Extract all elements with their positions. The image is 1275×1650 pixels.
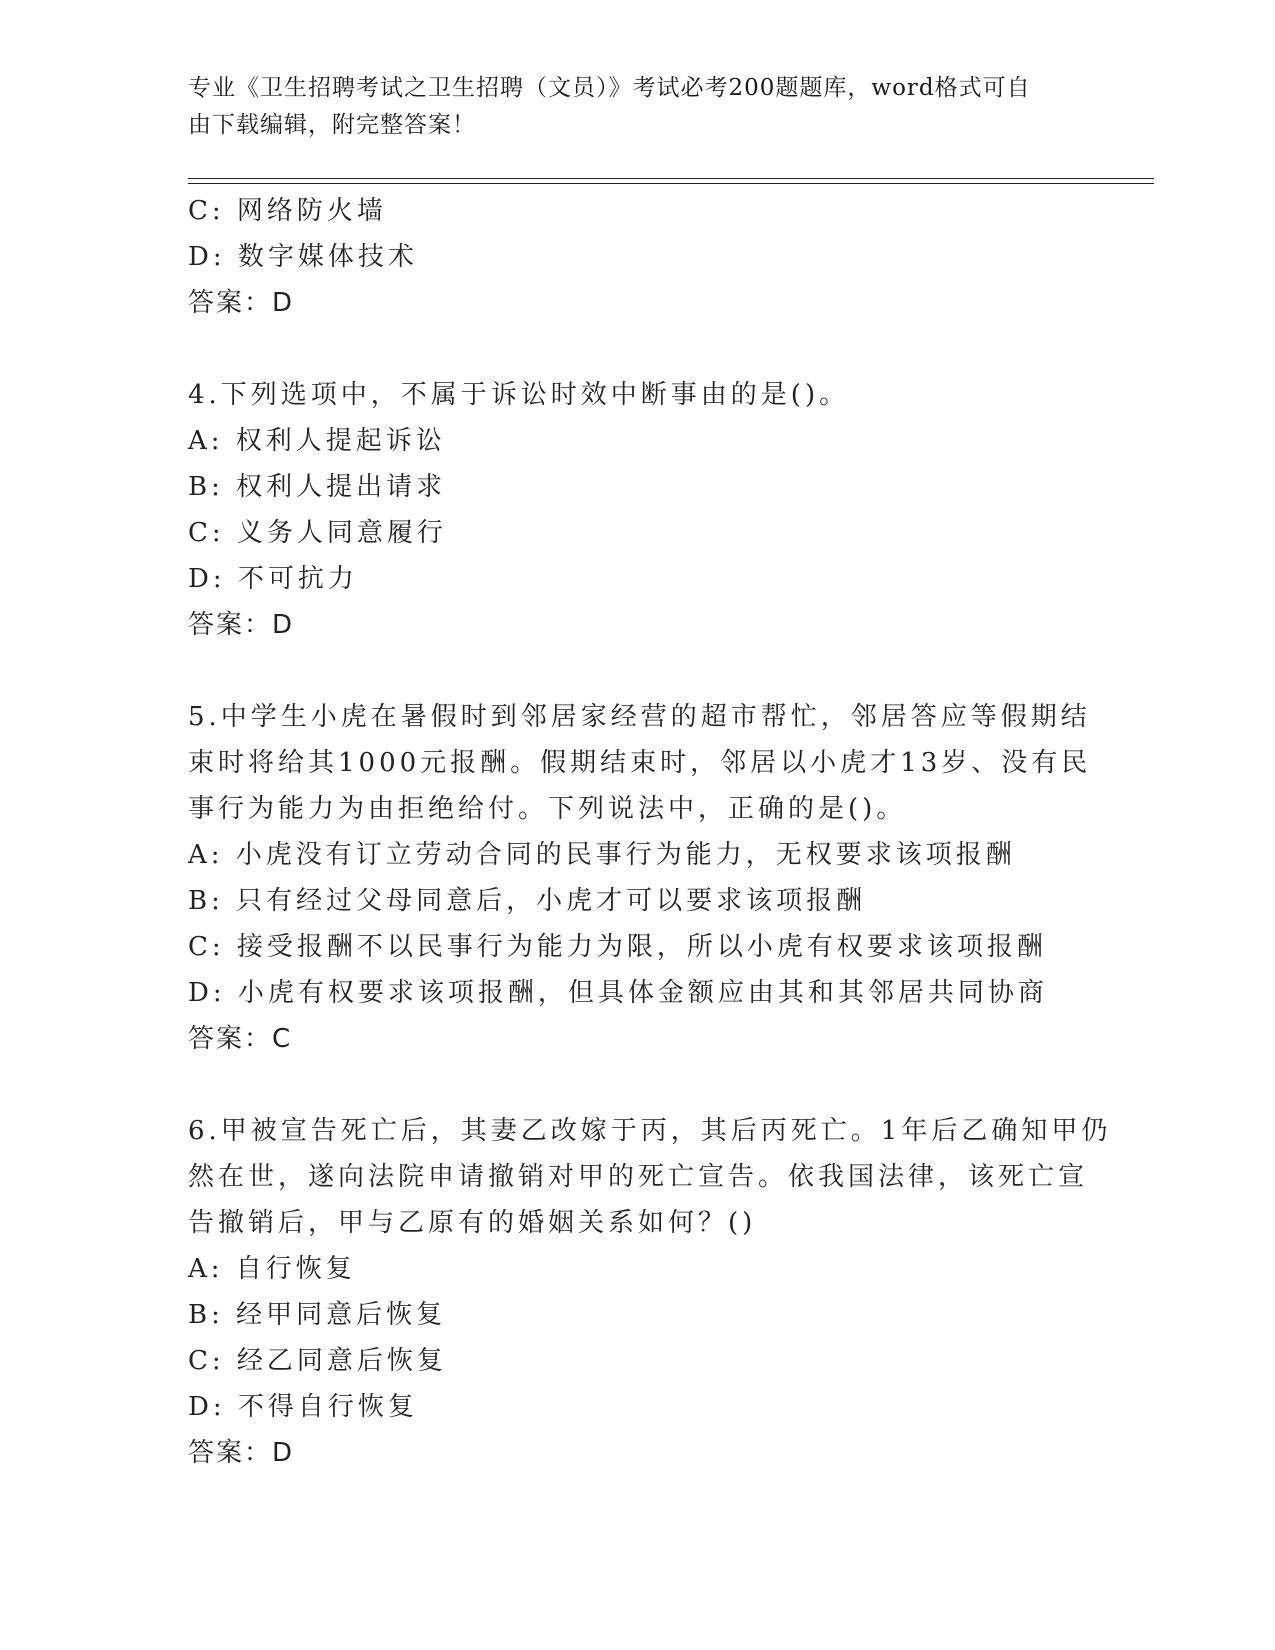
option-c: C: 经乙同意后恢复 bbox=[188, 1346, 447, 1376]
spacer bbox=[188, 648, 1088, 694]
option-d: D: 不可抗力 bbox=[188, 564, 358, 594]
option-d: D: 不得自行恢复 bbox=[188, 1392, 418, 1422]
option-d: D: 小虎有权要求该项报酬，但具体金额应由其和其邻居共同协商 bbox=[188, 978, 1048, 1008]
question-text-line-3: 事行为能力为由拒绝给付。下列说法中，正确的是()。 bbox=[188, 794, 907, 824]
option-c: C: 义务人同意履行 bbox=[188, 518, 447, 548]
question-text-line-2: 然在世，遂向法院申请撤销对甲的死亡宣告。依我国法律，该死亡宣 bbox=[188, 1162, 1089, 1192]
option-b: B: 经甲同意后恢复 bbox=[188, 1300, 447, 1330]
question-text-line-3: 告撤销后，甲与乙原有的婚姻关系如何？() bbox=[188, 1208, 757, 1238]
question-block-3-continued bbox=[188, 188, 1088, 326]
option-b: B: 只有经过父母同意后，小虎才可以要求该项报酬 bbox=[188, 886, 867, 916]
header-divider-top bbox=[188, 178, 1154, 179]
question-text-line-1: 6.甲被宣告死亡后，其妻乙改嫁于丙，其后丙死亡。1年后乙确知甲仍 bbox=[188, 1116, 1112, 1146]
answer-line: 答案：C bbox=[188, 1024, 293, 1054]
question-block-4 bbox=[188, 372, 1088, 648]
option-b: B: 权利人提出请求 bbox=[188, 472, 447, 502]
question-block-6 bbox=[188, 1108, 1112, 1476]
answer-line: 答案：D bbox=[188, 1438, 295, 1468]
option-c: C: 接受报酬不以民事行为能力为限，所以小虎有权要求该项报酬 bbox=[188, 932, 1047, 962]
header-divider-bottom bbox=[188, 183, 1154, 184]
header-line-2: 由下载编辑，附完整答案！ bbox=[188, 112, 476, 138]
header-line-1: 专业《卫生招聘考试之卫生招聘（文员）》考试必考200题题库，word格式可自 bbox=[188, 75, 1031, 101]
question-text-line-1: 5.中学生小虎在暑假时到邻居家经营的超市帮忙，邻居答应等假期结 bbox=[188, 702, 1091, 732]
question-text-line-2: 束时将给其1000元报酬。假期结束时，邻居以小虎才13岁、没有民 bbox=[188, 748, 1092, 778]
answer-line: 答案：D bbox=[188, 288, 295, 318]
document-body bbox=[188, 188, 1112, 1476]
option-d: D: 数字媒体技术 bbox=[188, 242, 418, 272]
option-c: C: 网络防火墙 bbox=[188, 196, 387, 226]
spacer bbox=[188, 326, 1088, 372]
option-a: A: 自行恢复 bbox=[188, 1254, 356, 1284]
option-a: A: 小虎没有订立劳动合同的民事行为能力，无权要求该项报酬 bbox=[188, 840, 1016, 870]
document-header bbox=[188, 70, 1068, 144]
question-block-5 bbox=[188, 694, 1092, 1062]
question-text: 4.下列选项中，不属于诉讼时效中断事由的是()。 bbox=[188, 380, 850, 410]
option-a: A: 权利人提起诉讼 bbox=[188, 426, 446, 456]
answer-line: 答案：D bbox=[188, 610, 295, 640]
spacer bbox=[188, 1062, 1088, 1108]
